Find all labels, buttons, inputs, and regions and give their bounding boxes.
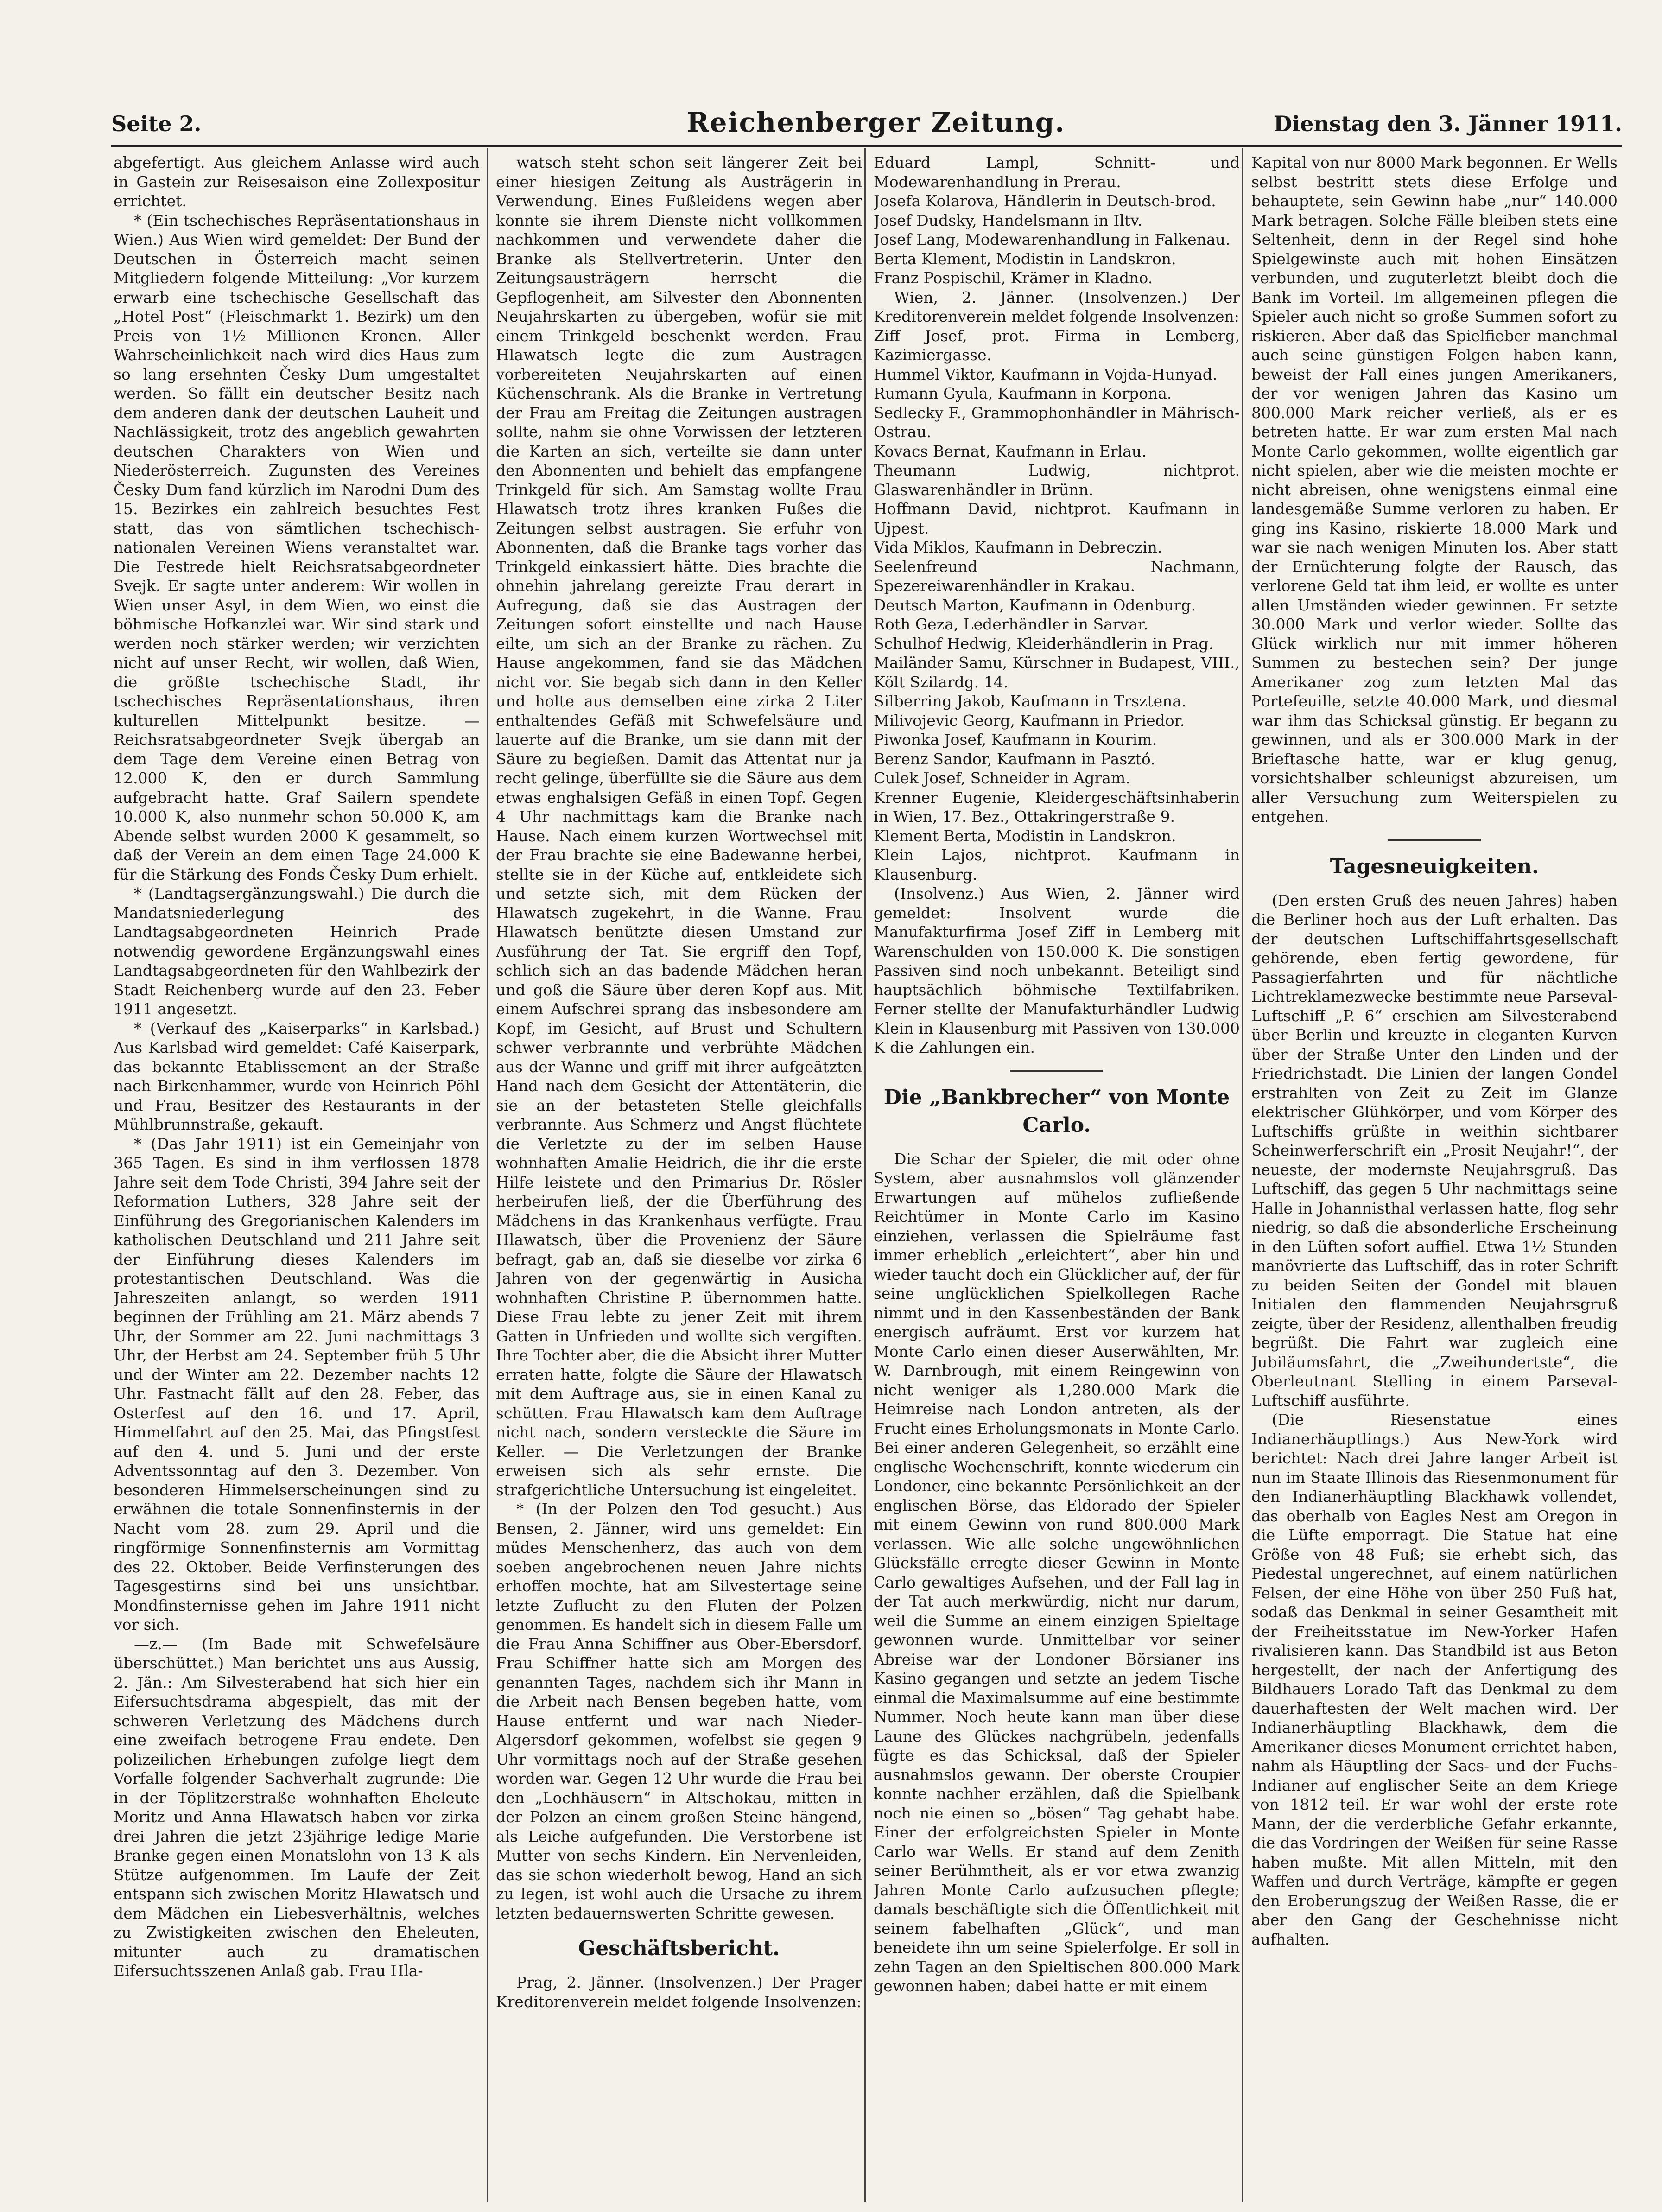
article-paragraph: Hummel Viktor, Kaufmann in Vojda-Hunyad. [874,365,1218,383]
article-paragraph: Krenner Eugenie, Kleidergeschäftsinhaberin in Wien, 17. Bez., Ottakringerstraße 9. [874,788,1240,826]
article-paragraph: Theumann Ludwig, nichtprot. Glaswarenhändler in Brünn. [874,461,1240,499]
article-paragraph: * (In der Polzen den Tod gesucht.) Aus Bensen, 2. Jänner, wird uns gemeldet: Ein müdes Menschenherz, das auch von dem soeben angebrochenen neuen Jahre nichts erhoffen mochte, hat am Silvestertage seine letzte Zuflucht zu den Fluten der Polzen genommen. Es handelt sich in diesem Falle um die Frau Anna Schiffner aus Ober-Ebersdorf. Frau Schiffner hatte sich am Morgen des genannten Tages, nachdem sich ihr Mann in die Arbeit nach Bensen begeben hatte, vom Hause entfernt und war nach Nieder-Algersdorf gekommen, wofelbst sie gegen 9 Uhr vormittags noch auf der Straße gesehen worden war. Gegen 12 Uhr wurde die Frau bei den „Lochhäusern“ in Altschokau, mitten in der Polzen an einem großen Steine hängend, als Leiche aufgefunden. Die Verstorbene ist Mutter von sechs Kindern. Ein Nervenleiden, das sie schon wiederholt bewog, Hand an sich zu legen, ist wohl auch die Ursache zu ihrem letzten bedauernswerten Schritte gewesen. [496,1500,862,1922]
article-paragraph: (Insolvenz.) Aus Wien, 2. Jänner wird gemeldet: Insolvent wurde die Manufakturfirma Josef Ziff in Lemberg mit Warenschulden von 150.000 K. Die sonstigen Passiven sind noch unbekannt. Beteiligt sind hauptsächlich böhmische Textilfabriken. Ferner stellte der Manufakturhändler Ludwig Klein in Klausenburg mit Passiven von 130.000 K die Zahlungen ein. [874,884,1240,1056]
article-paragraph: Ziff Josef, prot. Firma in Lemberg, Kazimiergasse. [874,326,1240,364]
article-paragraph: Wien, 2. Jänner. (Insolvenzen.) Der Kreditorenverein meldet folgende Insolvenzen: [874,288,1240,325]
section-heading: Die „Bankbrecher“ von Monte Carlo. [883,1085,1230,1137]
article-paragraph: Franz Pospischil, Krämer in Kladno. [874,269,1153,287]
article-paragraph: Josef Lang, Modewarenhandlung in Falkenau. [874,230,1231,248]
column-divider [864,148,866,2202]
article-paragraph: Prag, 2. Jänner. (Insolvenzen.) Der Prager Kreditorenverein meldet folgende Insolvenzen: [496,1973,862,2011]
article-paragraph: (Die Riesenstatue eines Indianerhäuptlings.) Aus New-York wird berichtet: Nach drei Jahre langer Arbeit ist nun im Staate Illinois das Riesenmonument für den Indianerhäuptling Blackhawk vollendet, das oberhalb von Eagles Nest am Oregon in die Lüfte emporragt. Die Statue hat eine Größe von 48 Fuß; sie erhebt sich, das Piedestal ungerechnet, auf einem natürlichen Felsen, der eine Höhe von über 250 Fuß hat, sodaß das Denkmal in seiner Gesamtheit mit der Freiheitsstatue im New-Yorker Hafen rivalisieren kann. Das Standbild ist aus Beton hergestellt, der nach der Anfertigung des Bildhauers Lorado Taft das Denkmal zu dem dauerhaftesten der Welt machen wird. Der Indianerhäuptling Blackhawk, dem die Amerikaner dieses Monument errichtet haben, nahm als Häuptling der Sacs- und der Fuchs-Indianer auf englischer Seite an dem Kriege von 1812 teil. Er war wohl der erste rote Mann, der die verderbliche Gefahr erkannte, die das Vordringen der Weißen für seine Rasse haben mußte. Mit allen Mitteln, mit den Waffen und durch Verträge, kämpfte er gegen den Eroberungszug der Weißen Rasse, die er aber den Gang der Geschehnisse nicht aufhalten. [1251,1411,1618,1948]
article-paragraph: Klement Berta, Modistin in Landskron. [874,826,1176,845]
article-paragraph: Kovacs Bernat, Kaufmann in Erlau. [874,442,1147,460]
article-paragraph: * (Verkauf des „Kaiserparks“ in Karlsbad.) Aus Karlsbad wird gemeldet: Café Kaiserpark, das bekannte Etablissement an der Straße nach Birkenhammer, wurde von Heinrich Pöhl und Frau, Besitzer des Restaurants in der Mühlbrunnstraße, gekauft. [114,1019,480,1133]
column-1 [114,153,480,2202]
article-paragraph: Deutsch Marton, Kaufmann in Odenburg. [874,596,1196,614]
article-paragraph: Culek Josef, Schneider in Agram. [874,769,1130,787]
article-paragraph: Die Schar der Spieler, die mit oder ohne System, aber ausnahmslos voll glänzender Erwartungen auf mühelos zufließende Reichtümer in Monte Carlo im Kasino einziehen, verlassen die Spielräume fast immer erheblich „erleichtert“, aber hin und wieder taucht doch ein Glücklicher auf, der für seine unglücklichen Spielkollegen Rache nimmt und in den Kassenbeständen der Bank energisch aufräumt. Erst vor kurzem hat Monte Carlo einen dieser Auserwählten, Mr. W. Darnbrough, mit einem Reingewinn von nicht weniger als 1,280.000 Mark die Heimreise nach London antreten, als der Frucht eines Erholungsmonats in Monte Carlo. Bei einer anderen Gelegenheit, so erzählt eine englische Wochenschrift, konnte wiederum ein Londoner, eine bekannte Persönlichkeit an der englischen Börse, das Eldorado der Spieler mit einem Gewinn von rund 800.000 Mark verlassen. Wie alle solche ungewöhnlichen Glücksfälle erregte dieser Gewinn in Monte Carlo gewaltiges Aufsehen, und der Fall lag in der Tat auch merkwürdig, nicht nur darum, weil die Summe an einem einzigen Spieltage gewonnen wurde. Unmittelbar vor seiner Abreise war der Londoner Börsianer ins Kasino gegangen und setzte an jedem Tische einmal die Maximalsumme auf eine bestimmte Nummer. Noch heute kann man über diese Laune des Glückes nachgrübeln, jedenfalls fügte es das Schicksal, daß der Spieler ausnahmslos gewann. Der oberste Croupier konnte nachher erzählen, daß die Spielbank noch nie einen so „bösen“ Tag gehabt habe. Einer der erfolgreichsten Spieler in Monte Carlo war Wells. Er stand auf dem Zenith seiner Berühmtheit, als er vor etwa zwanzig Jahren Monte Carlo aufzusuchen pflegte; damals beschäftigte sich die Öffentlichkeit mit seinem fabelhaften „Glück“, und man beneidete ihn um seine Spielerfolge. Er soll in zehn Tagen an den Spieltischen 800.000 Mark gewonnen haben; dabei hatte er mit einem [874,1150,1240,1995]
page-header [111,107,1622,148]
article-paragraph: Josefa Kolarova, Händlerin in Deutsch-brod. [874,192,1216,210]
article-paragraph: Piwonka Josef, Kaufmann in Kourim. [874,731,1157,749]
article-paragraph: Hoffmann David, nichtprot. Kaufmann in Ujpest. [874,500,1240,537]
masthead: Reichenberger Zeitung. [686,107,1066,138]
article-paragraph: Josef Dudsky, Handelsmann in Iltv. [874,211,1142,229]
article-paragraph: * (Ein tschechisches Repräsentationshaus in Wien.) Aus Wien wird gemeldet: Der Bund der Deutschen in Österreich macht seinen Mitgliedern folgende Mitteilung: „Vor kurzem erwarb eine tschechische Gesellschaft das „Hotel Post“ (Fleischmarkt 1. Bezirk) um den Preis von 1½ Millionen Kronen. Aller Wahrscheinlichkeit nach wird dies Haus zum so lang ersehnten Česky Dum umgestaltet werden. So fällt ein deutscher Besitz nach dem anderen dank der deutschen Lauheit und Nachlässigkeit, trotz des angeblich gewahrten deutschen Charakters von Wien und Niederösterreich. Zugunsten des Vereines Česky Dum fand kürzlich im Narodni Dum des 15. Bezirkes ein zahlreich besuchtes Fest statt, das von sämtlichen tschechisch-nationalen Vereinen Wiens veranstaltet war. Die Festrede hielt Reichsratsabgeordneter Svejk. Er sagte unter anderem: Wir wollen in Wien unser Asyl, in dem Wien, wo einst die böhmische Hofkanzlei war. Wir sind stark und werden noch stärker werden; wir verzichten nicht auf unser Recht, wir wollen, daß Wien, die größte tschechische Stadt, ihr tschechisches Repräsentationshaus, ihren kulturellen Mittelpunkt besitze. — Reichsratsabgeordneter Svejk übergab an dem Tage dem Vereine einen Betrag von 12.000 K, den er durch Sammlung aufgebracht hatte. Graf Sailern spendete 10.000 K, also nunmehr schon 50.000 K, am Abende selbst wurden 2000 K gesammelt, so daß der Verein an dem einen Tage 24.000 K für die Stärkung des Fonds Česky Dum erhielt. [114,211,480,884]
article-paragraph: abgefertigt. Aus gleichem Anlasse wird auch in Gastein zur Reisesaison eine Zollexpositur errichtet. [114,153,480,210]
column-3 [874,153,1240,2202]
article-paragraph: Rumann Gyula, Kaufmann in Korpona. [874,384,1172,402]
section-heading: Geschäftsbericht. [578,1937,780,1960]
section-separator [1010,1070,1103,1072]
article-paragraph: watsch steht schon seit längerer Zeit bei einer hiesigen Zeitung als Austrägerin in Verwendung. Eines Fußleidens wegen aber konnte sie ihrem Dienste nicht vollkommen nachkommen und verwendete daher die Branke als Stellvertreterin. Unter den Zeitungsausträgern herrscht die Gepflogenheit, am Silvester den Abonnenten Neujahrskarten zu übergeben, wofür sie mit einem Trinkgeld beschenkt werden. Frau Hlawatsch legte die zum Austragen vorbereiteten Neujahrskarten auf einen Küchenschrank. Als die Branke in Vertretung der Frau am Freitag die Zeitungen austragen sollte, nahm sie ohne Vorwissen der letzteren die Karten an sich, verteilte sie dann unter den Abonnenten und behielt das empfangene Trinkgeld für sich. Am Samstag wollte Frau Hlawatsch trotz ihres kranken Fußes die Zeitungen selbst austragen. Sie erfuhr von Abonnenten, daß die Branke tags vorher das Trinkgeld einkassiert hätte. Dies brachte die ohnehin jahrelang gereizte Frau derart in Aufregung, daß sie das Austragen der Zeitungen sofort einstellte und nach Hause eilte, um sich an der Branke zu rächen. Zu Hause angekommen, fand sie das Mädchen nicht vor. Sie begab sich dann in den Keller und holte aus demselben eine zirka 2 Liter enthaltendes Gefäß mit Schwefelsäure und lauerte auf die Branke, um sie dann mit der Säure zu begießen. Damit das Attentat nur ja recht gelinge, überfüllte sie die Säure aus dem etwas enghalsigen Gefäß in einen Topf. Gegen 4 Uhr nachmittags kam die Branke nach Hause. Nach einem kurzen Wortwechsel mit der Frau brachte sie eine Badewanne herbei, stellte sie in der Küche auf, entkleidete sich und setzte sich, mit dem Rücken der Hlawatsch zugekehrt, in die Wanne. Frau Hlawatsch benützte diesen Umstand zur Ausführung der Tat. Sie ergriff den Topf, schlich sich an das badende Mädchen heran und goß die Säure über deren Kopf aus. Mit einem Aufschrei sprang das insbesondere am Kopf, im Gesicht, auf Brust und Schultern schwer verbrannte und verbrühte Mädchen aus der Wanne und griff mit ihrer aufgeätzten Hand nach dem Gesicht der Attentäterin, die sie an der betasteten Stelle gleichfalls verbrannte. Aus Schmerz und Angst flüchtete die Verletzte zu der im selben Hause wohnhaften Amalie Heidrich, die ihr die erste Hilfe leistete und den Primarius Dr. Rösler herbeirufen ließ, der die Überführung des Mädchens in das Krankenhaus verfügte. Frau Hlawatsch, über die Provenienz der Säure befragt, gab an, daß sie dieselbe vor zirka 6 Jahren von der gegenwärtig in Ausicha wohnhaften Christine P. übernommen hatte. Diese Frau lebte zu jener Zeit mit ihrem Gatten in Unfrieden und wollte sich vergiften. Ihre Tochter aber, die die Absicht ihrer Mutter erraten hatte, folgte die Säure der Hlawatsch mit dem Auftrage aus, sie in einen Kanal zu schütten. Frau Hlawatsch kam dem Auftrage nicht nach, sondern versteckte die Säure im Keller. — Die Verletzungen der Branke erweisen sich als sehr ernste. Die strafgerichtliche Untersuchung ist eingeleitet. [496,153,862,1499]
column-divider [1242,148,1243,2202]
article-paragraph: Berta Klement, Modistin in Landskron. [874,249,1176,268]
article-paragraph: Milivojevic Georg, Kaufmann in Priedor. [874,711,1185,730]
article-paragraph: Kapital von nur 8000 Mark begonnen. Er Wells selbst bestritt stets diese Erfolge und behauptete, sein Gewinn habe „nur“ 140.000 Mark betragen. Solche Fälle bleiben stets eine Seltenheit, denn in der Regel sind hohe Spielgewinste auch mit hohen Einsätzen verbunden, und zuguterletzt bleibt doch die Bank im Vorteil. Im allgemeinen pflegen die Spieler auch nicht so große Summen sofort zu riskieren. Aber daß das Spielfieber manchmal auch seine günstigen Folgen haben kann, beweist der Fall eines jungen Amerikaners, der vor wenigen Jahren das Kasino um 800.000 Mark reicher verließ, als er es betreten hatte. Er war zum ersten Mal nach Monte Carlo gekommen, wollte eigentlich gar nicht spielen, aber wie die meisten mochte er nicht abreisen, ohne wenigstens einmal eine landesgemäße Summe verloren zu haben. Er ging ins Kasino, riskierte 18.000 Mark und war sie nach wenigen Minuten los. Aber statt der Ernüchterung folgte der Rausch, das verlorene Geld tat ihm leid, er wollte es unter allen Umständen wieder gewinnen. Er setzte 30.000 Mark und verlor wieder. Sollte das Glück wirklich nur mit immer höheren Summen zu bestechen sein? Der junge Amerikaner zog zum letzten Mal das Portefeuille, setzte 40.000 Mark, und diesmal war ihm das Schicksal günstig. Er begann zu gewinnen, und als er 300.000 Mark in der Brieftasche hatte, war er klug genug, vorsichtshalber schleunigst abzureisen, um aller Versuchung zum Weiterspielen zu entgehen. [1251,153,1618,826]
article-paragraph: (Den ersten Gruß des neuen Jahres) haben die Berliner hoch aus der Luft erhalten. Das der deutschen Luftschiffahrtsgesellschaft gehörende, eben fertig gewordene, für Passagierfahrten und für nächtliche Lichtreklamezwecke bestimmte neue Parseval-Luftschiff „P. 6“ erschien am Silvesterabend über Berlin und kreuzte in eleganten Kurven über der Straße Unter den Linden und der Friedrichstadt. Die Linien der langen Gondel erstrahlten von Zeit zu Zeit im Glanze elektrischer Glühkörper, und vom Körper des Luftschiffs grüßte in weithin sichtbarer Scheinwerferschrift ein „Prosit Neujahr!“, der neueste, der modernste Neujahrsgruß. Das Luftschiff, das gegen 5 Uhr nachmittags seine Halle in Johannisthal verlassen hatte, flog sehr niedrig, so daß die absonderliche Erscheinung in den Lüften sofort auffiel. Etwa 1½ Stunden manövrierte das Luftschiff, das in roter Schrift zu beiden Seiten der Gondel mit blauen Initialen den flammenden Neujahrsgruß zeigte, über der Residenz, allenthalben freudig begrüßt. Die Fahrt war zugleich eine Jubiläumsfahrt, die „Zweihundertste“, die Oberleutnant Stelling in einem Parseval-Luftschiff ausführte. [1251,891,1618,1410]
article-paragraph: Sedlecky F., Grammophonhändler in Mährisch-Ostrau. [874,403,1240,441]
article-paragraph: Seelenfreund Nachmann, Spezereiwarenhändler in Krakau. [874,557,1240,595]
issue-date: Dienstag den 3. Jänner 1911. [1273,111,1622,136]
article-paragraph: * (Landtagsergänzungswahl.) Die durch die Mandatsniederlegung des Landtagsabgeordneten Heinrich Prade notwendig gewordene Ergänzungswahl eines Landtagsabgeordneten für den Wahlbezirk der Stadt Reichenberg wurde auf den 23. Feber 1911 angesetzt. [114,884,480,1018]
section-heading: Tagesneuigkeiten. [1330,854,1539,878]
article-paragraph: * (Das Jahr 1911) ist ein Gemeinjahr von 365 Tagen. Es sind in ihm verflossen 1878 Jahre seit dem Tode Christi, 394 Jahre seit der Reformation Luthers, 328 Jahre seit der Einführung des Gregorianischen Kalenders im katholischen Deutschland und 211 Jahre seit der Einführung dieses Kalenders im protestantischen Deutschland. Was die Jahreszeiten anlangt, so werden 1911 beginnen der Frühling am 21. März abends 7 Uhr, der Sommer am 22. Juni nachmittags 3 Uhr, der Herbst am 24. September früh 5 Uhr und der Winter am 22. Dezember nachts 12 Uhr. Fastnacht fällt auf den 28. Feber, das Osterfest auf den 16. und 17. April, Himmelfahrt auf den 25. Mai, das Pfingstfest auf den 4. und 5. Juni und der erste Adventssonntag auf den 3. Dezember. Von besonderen Himmelserscheinungen sind zu erwähnen die totale Sonnenfinsternis in der Nacht vom 28. zum 29. April und die ringförmige Sonnenfinsternis am Vormittag des 22. Oktober. Beide Verfinsterungen des Tagesgestirns sind bei uns unsichtbar. Mondfinsternisse gehen im Jahre 1911 nicht vor sich. [114,1134,480,1634]
article-paragraph: Eduard Lampl, Schnitt- und Modewarenhandlung in Prerau. [874,153,1240,191]
header-rule [111,145,1622,147]
article-paragraph: Vida Miklos, Kaufmann in Debreczin. [874,538,1162,556]
section-separator [1388,839,1481,841]
article-paragraph: Mailänder Samu, Kürschner in Budapest, VIII., Költ Szilardg. 14. [874,654,1240,691]
page-number: Seite 2. [111,111,202,136]
column-4 [1251,153,1618,2202]
article-paragraph: Silberring Jakob, Kaufmann in Trsztena. [874,692,1186,710]
article-paragraph: Klein Lajos, nichtprot. Kaufmann in Klausenburg. [874,846,1240,884]
article-paragraph: Schulhof Hedwig, Kleiderhändlerin in Prag. [874,634,1214,653]
article-paragraph: Roth Geza, Lederhändler in Sarvar. [874,615,1148,633]
article-paragraph: Berenz Sandor, Kaufmann in Pasztó. [874,750,1155,768]
column-2 [496,153,862,2202]
article-paragraph: —z.— (Im Bade mit Schwefelsäure überschüttet.) Man berichtet uns aus Aussig, 2. Jän.: Am Silvesterabend hat sich hier ein Eifersuchtsdrama abgespielt, das mit der schweren Verletzung des Mädchens durch eine zweifach betrogene Frau endete. Den polizeilichen Erhebungen zufolge liegt dem Vorfalle folgender Sachverhalt zugrunde: Die in der Töplitzerstraße wohnhaften Eheleute Moritz und Anna Hlawatsch haben vor zirka drei Jahren die jetzt 23jährige ledige Marie Branke gegen einen Monatslohn von 13 K als Stütze aufgenommen. Im Laufe der Zeit entspann sich zwischen Moritz Hlawatsch und dem Mädchen ein Liebesverhältnis, welches zu Zwistigkeiten zwischen den Eheleuten, mitunter auch zu dramatischen Eifersuchtsszenen Anlaß gab. Frau Hla- [114,1634,480,1980]
column-divider [487,148,488,2202]
